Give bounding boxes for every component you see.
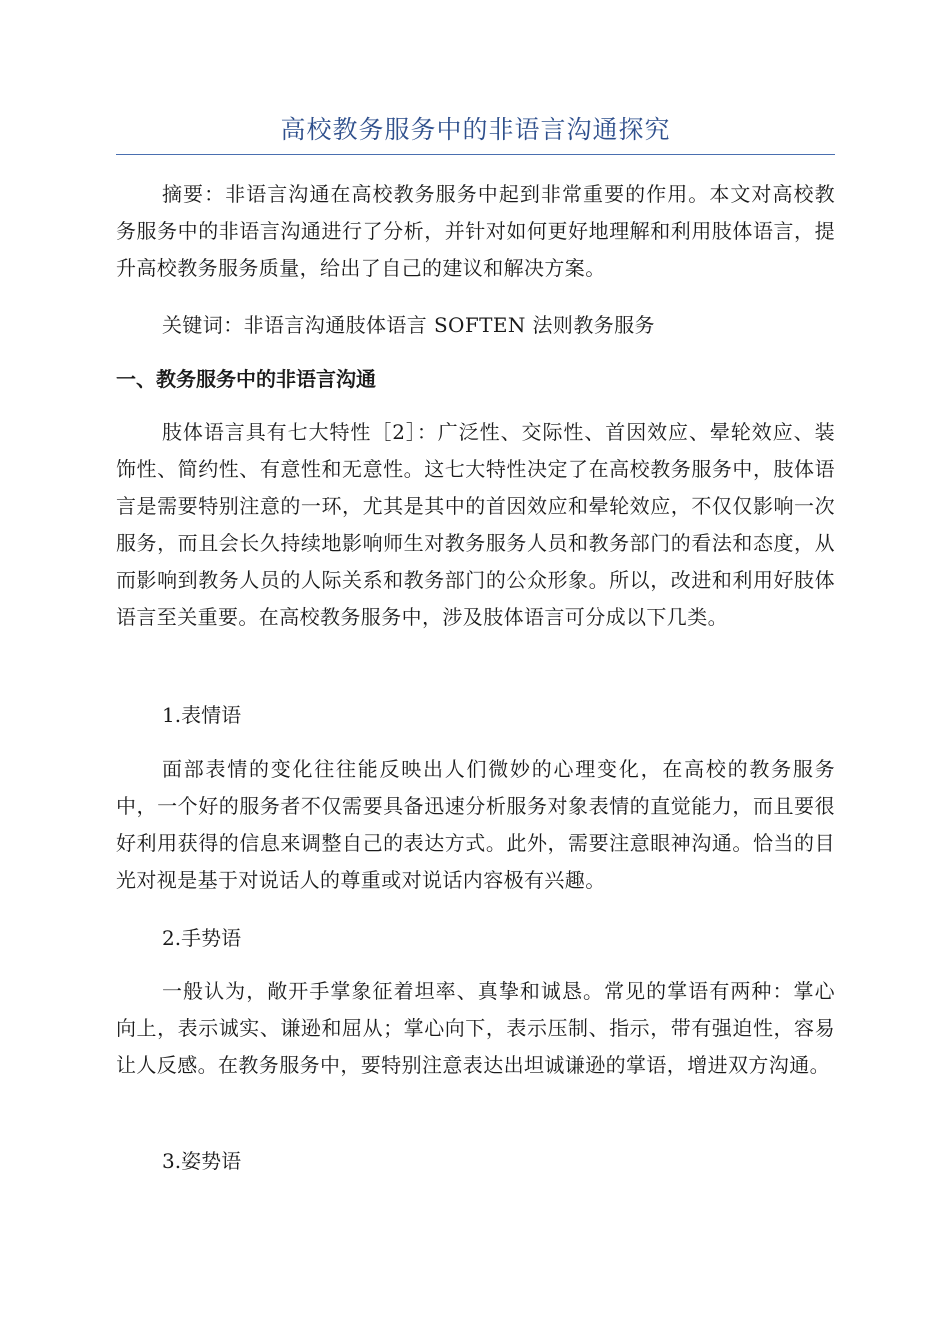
subsection-title-expression: 1.表情语 [162, 703, 242, 727]
expression-paragraph: 面部表情的变化往往能反映出人们微妙的心理变化，在高校的教务服务中，一个好的服务者不仅需要具备迅速分析服务对象表情的直觉能力，而且要很好利用获得的信息来调整自己的表达方式。此外，需要注意眼神沟通。恰当的目光对视是基于对说话人的尊重或对说话内容极有兴趣。 [116, 757, 835, 892]
section-intro-paragraph: 肢体语言具有七大特性［2］：广泛性、交际性、首因效应、晕轮效应、装饰性、简约性、有意性和无意性。这七大特性决定了在高校教务服务中，肢体语言是需要特别注意的一环，尤其是其中的首因效应和晕轮效应，不仅仅影响一次服务，而且会长久持续地影响师生对教务服务人员和教务部门的看法和态度，从而影响到教务人员的人际关系和教务部门的公众形象。所以，改进和利用好肢体语言至关重要。在高校教务服务中，涉及肢体语言可分成以下几类。 [116, 420, 835, 629]
title-underline [116, 154, 835, 155]
section-heading: 一、教务服务中的非语言沟通 [116, 367, 376, 391]
abstract-paragraph: 摘要：非语言沟通在高校教务服务中起到非常重要的作用。本文对高校教务服务中的非语言沟通进行了分析，并针对如何更好地理解和利用肢体语言，提升高校教务服务质量，给出了自己的建议和解决方案。 [116, 182, 835, 280]
gesture-paragraph: 一般认为，敞开手掌象征着坦率、真挚和诚恳。常见的掌语有两种：掌心向上，表示诚实、谦逊和屈从；掌心向下，表示压制、指示，带有强迫性，容易让人反感。在教务服务中，要特别注意表达出坦诚谦逊的掌语，增进双方沟通。 [116, 979, 835, 1077]
subsection-title-gesture: 2.手势语 [162, 926, 242, 950]
keywords-paragraph: 关键词：非语言沟通肢体语言 SOFTEN 法则教务服务 [162, 313, 655, 337]
subsection-title-posture: 3.姿势语 [162, 1149, 242, 1173]
document-title: 高校教务服务中的非语言沟通探究 [280, 115, 671, 144]
